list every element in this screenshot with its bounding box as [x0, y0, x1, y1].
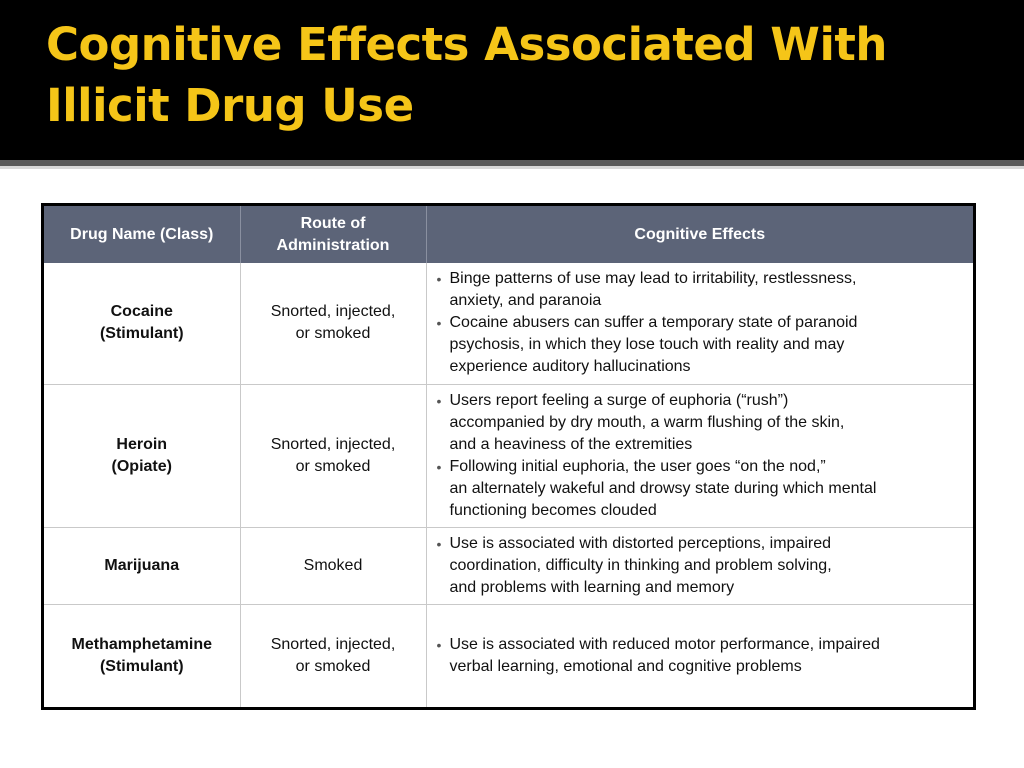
- effect-text-line: Users report feeling a surge of euphoria (“rush”): [449, 391, 789, 409]
- route-line: Snorted, injected,: [270, 303, 396, 321]
- header-route: [240, 206, 426, 263]
- drug-name-cell: [44, 263, 240, 384]
- effect-item: [437, 634, 962, 678]
- cognitive-effects-cell: [426, 384, 973, 527]
- table-row: [44, 384, 973, 527]
- effect-text-line: accompanied by dry mouth, a warm flushing of the skin,: [449, 413, 845, 431]
- effect-item: [437, 312, 962, 378]
- effects-list: [437, 268, 962, 378]
- title-divider-highlight: [0, 166, 1024, 169]
- drug-name-cell: [44, 527, 240, 604]
- route-line: Snorted, injected,: [270, 635, 396, 653]
- route-line: Smoked: [303, 556, 363, 574]
- table-row: [44, 604, 973, 707]
- bullet-icon: •: [436, 271, 442, 288]
- effect-text-line: Following initial euphoria, the user goes “on the nod,”: [449, 457, 826, 475]
- table-row: [44, 527, 973, 604]
- effects-list: [437, 533, 962, 599]
- drug-name-cell: [44, 604, 240, 707]
- bullet-icon: •: [436, 458, 442, 475]
- slide-title-line-1: Cognitive Effects Associated With: [46, 18, 887, 71]
- slide-title-line-2: Illicit Drug Use: [46, 79, 414, 132]
- header-route-line-1: Route of: [300, 214, 366, 232]
- route-line: or smoked: [295, 457, 371, 475]
- effect-item: [437, 533, 962, 599]
- drug-class: (Stimulant): [99, 325, 184, 343]
- effect-text-line: Use is associated with reduced motor performance, impaired: [449, 635, 880, 653]
- drug-name: Marijuana: [104, 556, 180, 574]
- effect-text-line: Cocaine abusers can suffer a temporary state of paranoid: [449, 314, 858, 332]
- bullet-icon: •: [436, 636, 442, 653]
- effect-item: [437, 268, 962, 312]
- effect-text-line: coordination, difficulty in thinking and problem solving,: [449, 556, 832, 574]
- route-cell: [240, 384, 426, 527]
- bullet-icon: •: [436, 315, 442, 332]
- route-cell: [240, 263, 426, 384]
- drug-class: (Opiate): [111, 457, 172, 475]
- route-cell: [240, 527, 426, 604]
- effect-text-line: Binge patterns of use may lead to irritability, restlessness,: [449, 270, 857, 288]
- bullet-icon: •: [436, 535, 442, 552]
- effect-text-line: Use is associated with distorted perceptions, impaired: [449, 534, 832, 552]
- drug-effects-table: [41, 203, 976, 710]
- route-line: Snorted, injected,: [270, 435, 396, 453]
- effect-text-line: and a heaviness of the extremities: [449, 435, 693, 453]
- header-cognitive-effects: Cognitive Effects: [426, 206, 973, 263]
- drug-name: Methamphetamine: [71, 635, 212, 653]
- effect-text-line: verbal learning, emotional and cognitive problems: [449, 657, 802, 675]
- effects-list: [437, 634, 962, 678]
- title-bar: [0, 0, 1024, 160]
- cognitive-effects-cell: [426, 263, 973, 384]
- effect-text-line: anxiety, and paranoia: [449, 292, 602, 310]
- route-line: or smoked: [295, 657, 371, 675]
- cognitive-effects-cell: [426, 604, 973, 707]
- header-drug-name: Drug Name (Class): [44, 206, 240, 263]
- table-header-row: [44, 206, 973, 263]
- drug-name: Cocaine: [110, 303, 173, 321]
- drug-name: Heroin: [116, 435, 168, 453]
- effect-text-line: experience auditory hallucinations: [449, 358, 691, 376]
- effect-text-line: an alternately wakeful and drowsy state during which mental: [449, 479, 877, 497]
- table-row: [44, 263, 973, 384]
- effect-text-line: and problems with learning and memory: [449, 578, 735, 596]
- drug-class: (Stimulant): [99, 657, 184, 675]
- bullet-icon: •: [436, 392, 442, 409]
- effect-item: [437, 456, 962, 522]
- cognitive-effects-cell: [426, 527, 973, 604]
- header-route-line-2: Administration: [276, 236, 390, 254]
- route-cell: [240, 604, 426, 707]
- route-line: or smoked: [295, 325, 371, 343]
- table-body: [44, 263, 973, 707]
- effect-text-line: functioning becomes clouded: [449, 501, 657, 519]
- effects-list: [437, 390, 962, 522]
- effect-text-line: psychosis, in which they lose touch with reality and may: [449, 336, 845, 354]
- drug-name-cell: [44, 384, 240, 527]
- slide-title: [46, 14, 1006, 136]
- effect-item: [437, 390, 962, 456]
